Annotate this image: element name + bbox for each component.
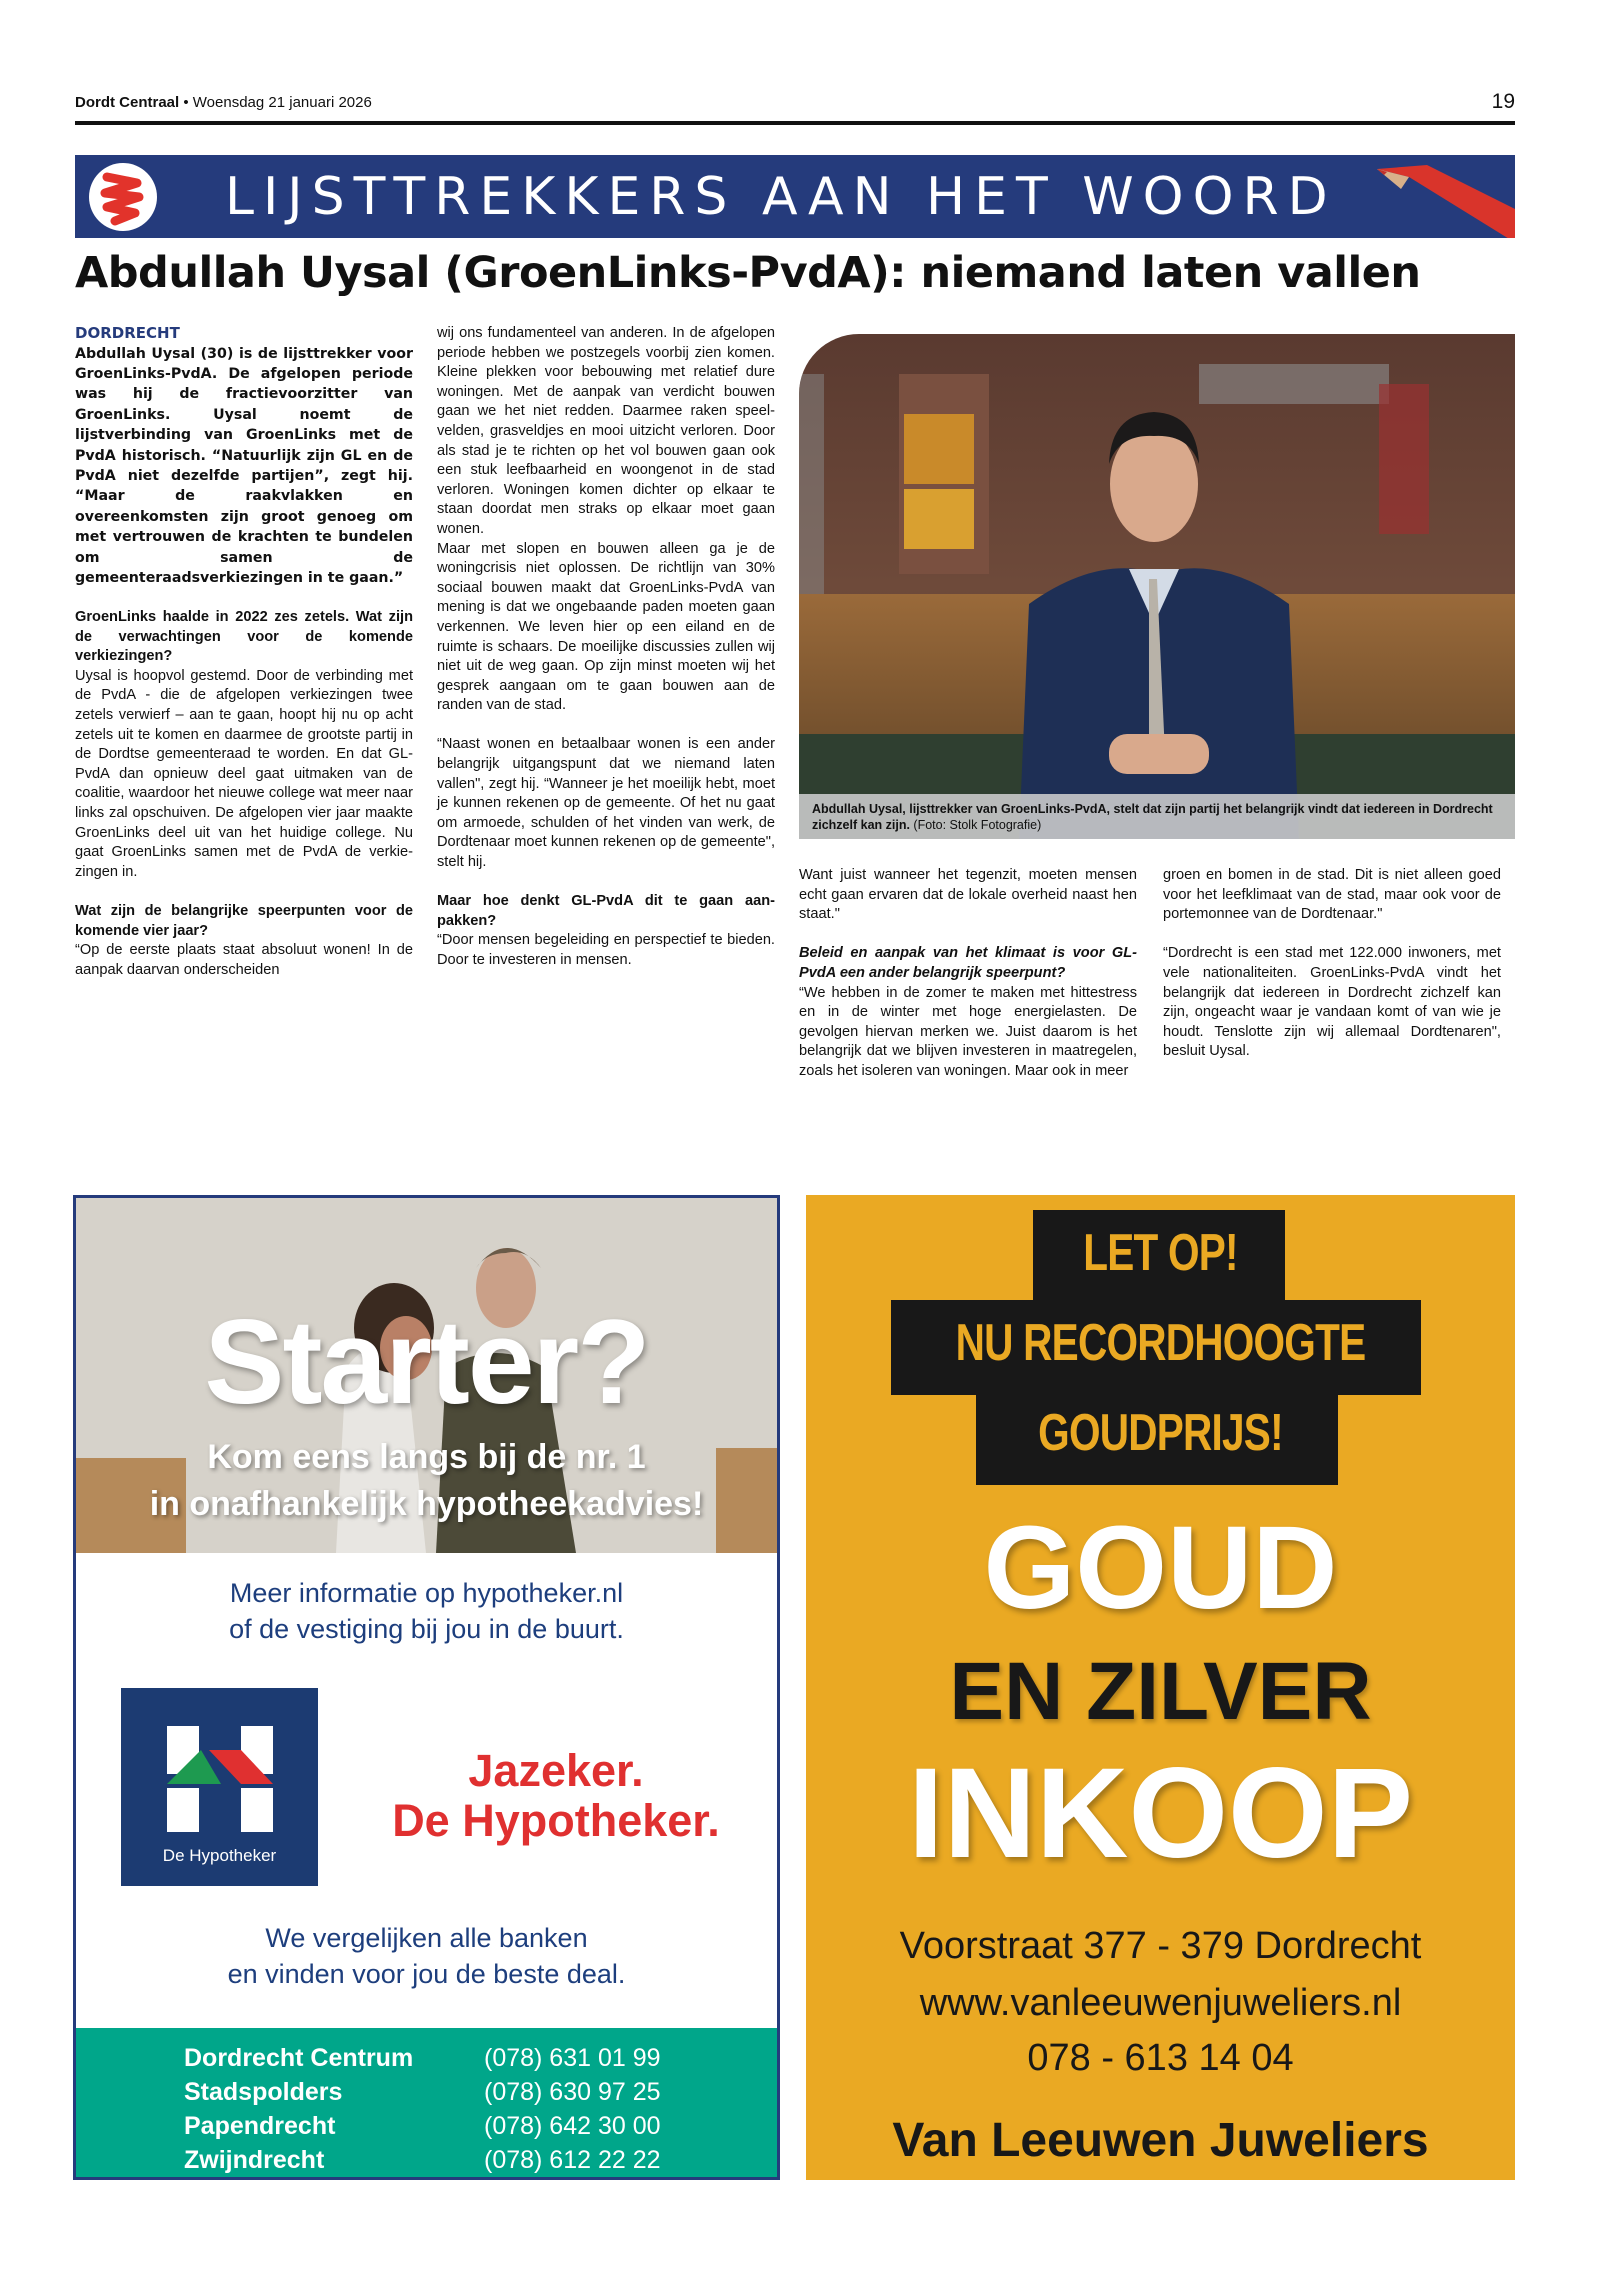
ad-en-zilver-text: EN ZILVER <box>949 1646 1372 1737</box>
article-photo <box>799 334 1515 839</box>
article-column-3 <box>799 866 1137 1082</box>
ad-info-line: of de vestiging bij jou in de buurt. <box>229 1614 624 1644</box>
branch-name: Dordrecht Centrum <box>184 2044 414 2072</box>
interview-question: Beleid en aanpak van het klimaat is voor GL-PvdA een ander belangrijk speerpunt? <box>799 945 1137 981</box>
ad-info <box>76 1575 777 1647</box>
ad-info-line: Meer informatie op hypotheker.nl <box>229 1578 624 1608</box>
interview-question: GroenLinks haalde in 2022 zes zetels. Wat zijn de verwachtingen voor de komende verkiezingen? <box>75 609 413 665</box>
store-phone[interactable]: 078 - 613 14 04 <box>1027 2037 1294 2079</box>
callout-line: GOUDPRIJS! <box>1038 1404 1283 1462</box>
article-column-1 <box>75 324 413 980</box>
ad-compare-line: en vinden voor jou de beste deal. <box>227 1959 626 1989</box>
branch-list <box>76 2028 777 2180</box>
interview-question: Wat zijn de belangrijke speerpunten voor de komende vier jaar? <box>75 902 413 939</box>
ad-subheadline: in onafhankelijk hypotheekadvies! <box>149 1485 704 1523</box>
branch-phone[interactable]: (078) 612 22 22 <box>484 2146 661 2174</box>
branch-row <box>184 2044 724 2077</box>
branch-name: Zwijndrecht <box>184 2146 325 2174</box>
branch-phone[interactable]: (078) 630 97 25 <box>484 2078 661 2106</box>
photo-credit: (Foto: Stolk Fotografie) <box>913 818 1042 832</box>
issue-date: Woensdag 21 januari 2026 <box>192 94 372 111</box>
branch-phone[interactable]: (078) 642 30 00 <box>484 2112 661 2140</box>
couple-photo <box>76 1198 777 1553</box>
article-paragraph: groen en bomen in de stad. Dit is niet alleen goed voor het leefklimaat van de stad, maar ook voor de portemonnee van de Dordtenaar." <box>1163 867 1501 923</box>
article-paragraph: “Op de eerste plaats staat absoluut wonen! In de aanpak daarvan onderscheiden <box>75 942 413 978</box>
scribble-logo-icon <box>89 163 157 231</box>
article-paragraph: “Naast wonen en betaalbaar wonen is een ander belangrijk uitgangspunt dat we niemand laten vallen", zegt hij. “Wanneer je het moeilijk hebt, moet je kunnen rekenen op de gemeente. Of het nu gaat om armoede, schulden of het vinden van werk, de Dordtenaar moet kunnen rekenen op de gemeente", stelt hij. <box>437 736 775 871</box>
ad-slogan <box>346 1746 766 1846</box>
portrait-photo <box>799 334 1515 839</box>
publication-name: Dordt Centraal <box>75 94 180 111</box>
article-paragraph: Want juist wanneer het tegenzit, moeten mensen echt gaan ervaren dat de lokale overheid naast hen staat." <box>799 867 1137 923</box>
ad-compare <box>76 1920 777 1992</box>
store-name: Van Leeuwen Juweliers <box>892 2114 1429 2167</box>
article-paragraph: Maar met slopen en bouwen alleen ga je de woningcrisis niet oplossen. De richtlijn van 30% sociaal bouwen maakt dat GroenLinks-PvdA van mening is dat we ongebaande paden moeten gaan verkennen. We leven hier op een eiland en de ruimte is schaars. De moeilijke discussies zullen wij niet uit de weg gaan. Op zijn minst moeten wij het gesprek aangaan om te gaan bouwen aan de randen van de stad. <box>437 540 775 714</box>
article-headline: Abdullah Uysal (GroenLinks-PvdA): niemand laten vallen <box>75 248 1421 298</box>
slogan-line: De Hypotheker. <box>392 1795 720 1846</box>
callout-line: LET OP! <box>1083 1224 1238 1282</box>
photo-caption <box>799 794 1515 839</box>
page-number: 19 <box>1491 90 1515 113</box>
article-lead: Abdullah Uysal (30) is de lijsttrekker voor GroenLinks-PvdA. De afgelopen periode was hij de fractievoorzitter van GroenLinks. Uysal noemt de lijstverbinding van GroenLinks met de PvdA historisch. “Natuurlijk zijn GL en de PvdA niet dezelfde partijen”, zegt hij. “Maar de raakvlakken en overeenkomsten zijn groot genoeg om met vertrouwen de krachten te bundelen om samen de gemeenteraadsverkiezingen in te gaan.” <box>75 345 413 587</box>
store-website[interactable]: www.vanleeuwenjuweliers.nl <box>919 1982 1402 2024</box>
store-address: Voorstraat 377 - 379 Dordrecht <box>899 1925 1422 1967</box>
masthead-rule <box>75 121 1515 125</box>
masthead <box>75 90 1515 118</box>
slogan-line: Jazeker. <box>468 1745 644 1796</box>
ad-headline: Starter? <box>204 1295 649 1429</box>
branch-name: Stadspolders <box>184 2078 343 2106</box>
caption-text: Abdullah Uysal, lijsttrekker van GroenLinks-PvdA, stelt dat zijn partij het belangrijk vindt dat iedereen in Dordrecht zichzelf kan zijn. <box>812 802 1493 832</box>
branch-row <box>184 2146 724 2179</box>
logo-label: De Hypotheker <box>162 1846 277 1865</box>
branch-name: Papendrecht <box>184 2112 336 2140</box>
branch-row <box>184 2112 724 2145</box>
ad-inkoop-text: INKOOP <box>908 1742 1413 1885</box>
callout-line: NU RECORDHOOGTE <box>955 1314 1366 1372</box>
article-column-4 <box>1163 866 1501 1062</box>
hypotheker-logo <box>121 1688 318 1886</box>
article-paragraph: “Door mensen begeleiding en perspectief te bieden. Door te investeren in mensen. <box>437 932 775 968</box>
hypotheker-advertisement[interactable] <box>73 1195 780 2180</box>
section-title: LIJSTTREKKERS AAN HET WOORD <box>225 167 1337 227</box>
branch-phone[interactable]: (078) 631 01 99 <box>484 2044 661 2072</box>
ad-goud-text: GOUD <box>983 1502 1338 1634</box>
article-paragraph: wij ons fundamenteel van anderen. In de afgelopen periode hebben we postzegels voorbij zien komen. Kleine plekken voor bebouwing met relatief dure woningen. Met de aanpak van verdicht bouwen gaan we het niet redden. Daarmee raken speelvelden, grasveldjes en mooi uitzicht verloren. Door als stad je te richten op het vol bouwen gaan ook een stuk leefbaarheid en woongenot in de stad verloren. Woningen komen dichter op elkaar te staan doordat men straks op elkaar moet gaan wonen. <box>437 325 775 537</box>
article-paragraph: “Dordrecht is een stad met 122.000 inwoners, met vele nationaliteiten. GroenLinks-PvdA vindt het belangrijk dat iedereen in Dordrecht zichzelf kan zijn, ongeacht waar je vandaan komt of van wie je houdt. Tenslotte zijn wij allemaal Dordtenaren", besluit Uysal. <box>1163 945 1501 1060</box>
ad-subheadline: Kom eens langs bij de nr. 1 <box>207 1438 646 1476</box>
interview-question: Maar hoe denkt GL-PvdA dit te gaan aanpakken? <box>437 893 775 929</box>
ad-compare-line: We vergelijken alle banken <box>265 1923 588 1953</box>
masthead-separator: • <box>183 94 189 111</box>
article-column-2 <box>437 324 775 971</box>
red-pencil-icon <box>1357 155 1515 238</box>
dateline: DORDRECHT <box>75 324 180 342</box>
article-paragraph: “We hebben in de zomer te maken met hittestress en in de winter met hoge energielasten. De gevolgen hiervan merken we. Juist daarom is het belangrijk dat we blijven investeren in maatregelen, zoals het isoleren van woningen. Maar ook in meer <box>799 984 1137 1079</box>
gold-buying-advertisement[interactable] <box>806 1195 1515 2180</box>
article-paragraph: Uysal is hoopvol gestemd. Door de verbinding met de PvdA - die de afgelopen verkiezingen twee zetels verwierf – aan te gaan, hoopt hij nu op acht zetels uit te komen en daarmee de grootste partij in de Dordtse gemeenteraad te worden. En dat GL-PvdA dan opnieuw deel gaat uitmaken van de coalitie, waardoor het nieuwe college wat meer naar links zal opschuiven. De afgelopen vier jaar maakte GroenLinks deel uit van het huidige college. Nu gaat GroenLinks samen met de PvdA de verkiezingen in. <box>75 667 413 880</box>
section-banner <box>75 155 1515 238</box>
branch-row <box>184 2078 724 2111</box>
